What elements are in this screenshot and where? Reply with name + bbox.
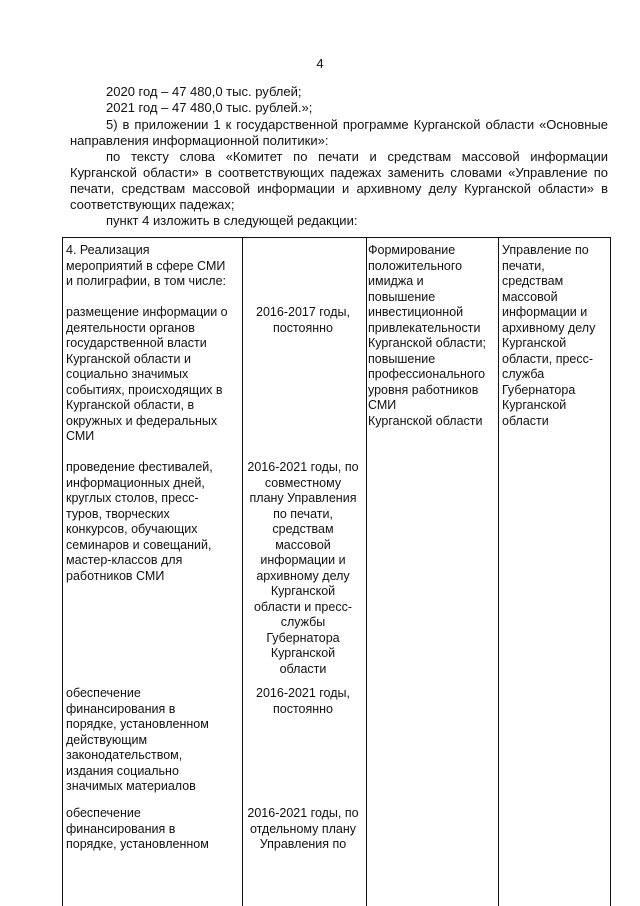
replace-text-line1: по тексту слова «Комитет по печати и средствам массовой информации: [106, 149, 608, 164]
table-divider-3: [498, 238, 499, 906]
table-row-4-activity: обеспечение финансирования в порядке, установленном: [66, 806, 209, 851]
table-border-left: [62, 238, 63, 906]
table-border-right: [610, 238, 611, 906]
item5-line1: 5) в приложении 1 к государственной программе Курганской области «Основные: [106, 117, 608, 132]
table-expected-result: Формирование положительного имиджа и повышение инвестиционной привлекательности Курганской области; повышение профессионального уровня работников СМИ Курганской области: [368, 243, 486, 428]
table-row-1-activity: размещение информации о деятельности органов государственной власти Курганской области и социально значимых событиях, происходящих в Курганской области, в окружных и федеральных СМИ: [66, 305, 228, 443]
replace-text-line2: Курганской области» в соответствующих падежах заменить словами «Управление по: [70, 165, 608, 180]
table-responsible: Управление по печати, средствам массовой информации и архивному делу Курганской области, пресс- служба Губернатора Курганской области: [502, 243, 596, 428]
table-row-3-period: 2016-2021 годы, постоянно: [256, 686, 350, 716]
replace-text-line4: соответствующих падежах;: [70, 197, 235, 212]
item5-line2: направления информационной политики»:: [70, 133, 329, 148]
page-number: 4: [316, 56, 324, 71]
table-divider-2: [366, 238, 367, 906]
table-section-heading: 4. Реализация мероприятий в сфере СМИ и полиграфии, в том числе:: [66, 243, 227, 288]
replace-text-line3: печати, средствам массовой информации и архивному делу Курганской области» в: [70, 181, 608, 196]
table-row-4-period: 2016-2021 годы, по отдельному плану Управления по: [247, 806, 359, 851]
table-row-2-activity: проведение фестивалей, информационных дней, круглых столов, пресс- туров, творческих конкурсов, обучающих семинаров и совещаний, мастер-классов для работников СМИ: [66, 460, 213, 583]
table-divider-1: [242, 238, 243, 906]
intro-line-2020: 2020 год – 47 480,0 тыс. рублей;: [106, 84, 302, 99]
point4-instruction: пункт 4 изложить в следующей редакции:: [106, 213, 358, 228]
program-table: [62, 237, 611, 906]
table-row-2-period: 2016-2021 годы, по совместному плану Управления по печати, средствам массовой информации и архивному делу Курганской области и пресс- службы Губернатора Курганской области: [247, 460, 359, 676]
table-row-3-activity: обеспечение финансирования в порядке, установленном действующим законодательством, издания социально значимых материалов: [66, 686, 209, 793]
table-row-1-period: 2016-2017 годы, постоянно: [256, 305, 350, 335]
intro-line-2021: 2021 год – 47 480,0 тыс. рублей.»;: [106, 100, 313, 115]
